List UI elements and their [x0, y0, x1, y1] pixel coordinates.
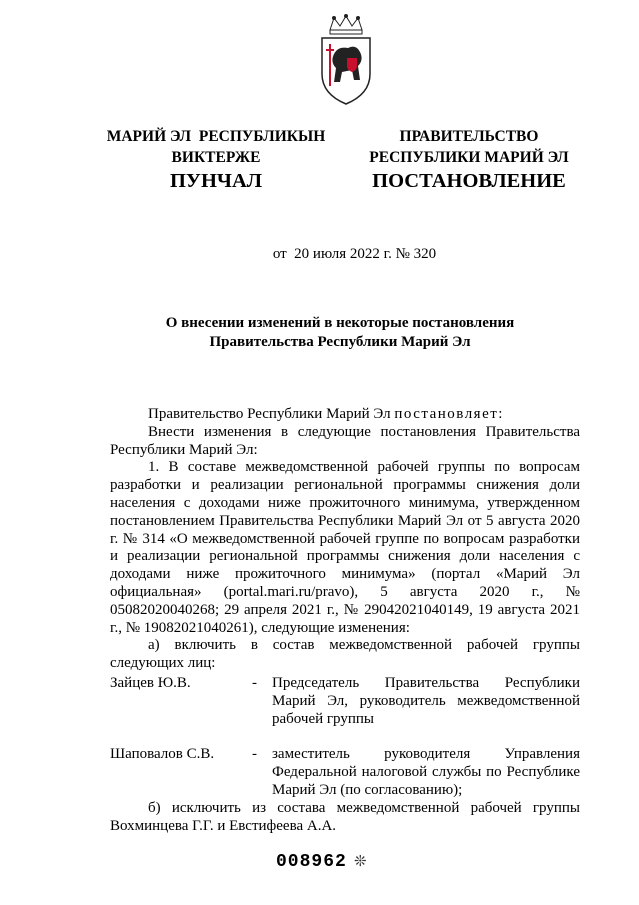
sub-a-paragraph: а) включить в состав межведомственной рабочей группы следующих лиц:: [110, 637, 580, 672]
member-row: [110, 746, 580, 799]
sub-b-paragraph: б) исключить из состава межведомственной рабочей группы Вохминцева Г.Г. и Евстифеева А.А.: [110, 799, 580, 834]
document-body: [110, 406, 580, 835]
member-description: Председатель Правительства Республики Марий Эл, руководитель межведомственной рабочей группы: [272, 674, 580, 727]
date-number-text: от 20 июля 2022 г. № 320: [272, 246, 437, 262]
document-subject: [150, 314, 530, 352]
header-right-line2: РЕСПУБЛИКИ МАРИЙ ЭЛ: [369, 149, 569, 166]
serial-mark-icon: ❊: [354, 854, 367, 870]
title-right: ПОСТАНОВЛЕНИЕ: [372, 170, 566, 192]
header-left-line1: МАРИЙ ЭЛ РЕСПУБЛИКЫН: [106, 128, 326, 145]
serial-number: 008962: [276, 852, 347, 872]
decree-word: постановляет:: [394, 406, 504, 422]
header-left-line2: ВИКТЕРЖЕ: [171, 149, 261, 166]
subject-line1: О внесении изменений в некоторые постановления: [165, 315, 515, 331]
decree-lead: Правительство Республики Марий Эл: [148, 406, 391, 422]
header-right-block: [362, 126, 576, 168]
member-row: [110, 675, 580, 728]
header-right-line1: ПРАВИТЕЛЬСТВО: [399, 128, 539, 145]
header-left-block: [100, 126, 332, 168]
member-dash: -: [252, 674, 257, 691]
title-left: ПУНЧАЛ: [169, 170, 263, 192]
subject-line2: Правительства Республики Марий Эл: [209, 334, 471, 350]
intro-paragraph: Внести изменения в следующие постановления Правительства Республики Марий Эл:: [110, 423, 580, 458]
item-1-paragraph: 1. В составе межведомственной рабочей группы по вопросам разработки и реализации региональной программы снижения доли населения с доходами ниже прожиточного минимума, утвержденном постановлением Правительства Республики Марий Эл от 5 августа 2020 г. № 314 «О межведомственной рабочей группе по вопросам разработки и реализации региональной программы снижения доли населения с доходами ниже прожиточного минимума» (портал «Марий Эл официальная» (portal.mari.ru/pravo), 5 августа 2020 г., № 05082020040268; 29 апреля 2021 г., № 29042021040149, 19 августа 2021 г., № 19082021040261), следующие изменения:: [110, 459, 580, 636]
member-dash: -: [252, 746, 257, 763]
date-line: [0, 246, 639, 263]
decree-paragraph: [110, 406, 580, 424]
member-name: Зайцев Ю.В.: [110, 674, 191, 691]
coat-of-arms-icon: [316, 14, 376, 106]
member-description: заместитель руководителя Управления Федеральной налоговой службы по Республике Марий Эл (по согласованию);: [272, 746, 580, 798]
member-name: Шаповалов С.В.: [110, 746, 215, 763]
